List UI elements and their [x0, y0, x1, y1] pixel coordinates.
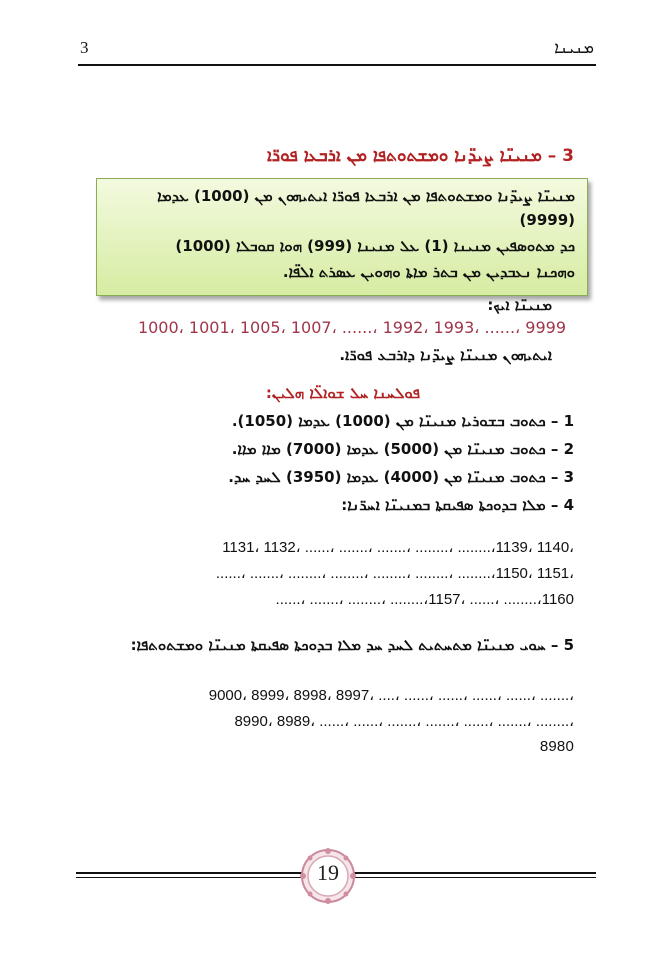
running-title: ܡܢܝܢܐ [554, 38, 594, 57]
page-number-footer: 19 [317, 860, 339, 885]
conclusion-line: ܐܝܬܝܗܘܢ ܡܢܝܢ̈ܐ ܨܝܕ̈ܢܐ ܕܐܪܒܥ ܦܘܪ̈ܐ. [339, 346, 552, 364]
definition-line: (9999) [519, 211, 575, 229]
sequence-line: 8990، 8989، ......، ......، .......، .......، ......، .......، ........، [234, 713, 574, 730]
definition-line: ܘܗܟܢܐ ܢܥܒܕܝܢ ܡܢ ܒܬܪ ܡܐܬܐ ܘܗܘܝܢ ܥܣܪܬ ܐܠܦ̈ܐ. [282, 263, 575, 281]
sequence-line: ......، .......، ........، ........، ........، ........، ........،1150، 1151، [215, 565, 574, 582]
sequence-line: 1131، 1132، ......، .......، .......، ........، ........،1139، 1140، [222, 539, 574, 556]
exercises-heading: ܦܘܠܚܢܐ ܚܠ ܫܘܐܠ̈ܐ ܗܠܝܢ: [265, 384, 420, 402]
page-number-top: 3 [80, 38, 89, 57]
definition-line: ܡܢܝܢ̈ܐ ܨܝܕ̈ܢܐ ܘܡܫܬܘܬܦܐ ܡܢ ܐܪܒܥܐ ܦܘܪ̈ܐ ܐܝܬܝܗܘܢ ܡܢ (1000) ܥܕܡܐ [157, 187, 575, 205]
exercise-item: 1 – ܟܬܘܒ ܒܫܘܪܝܐ ܡܢܝܢ̈ܐ ܡܢ (1000) ܥܕܡܐ (1050). [231, 412, 574, 430]
exercise-item: 4 – ܡܠܐ ܒܕܘܟܬܐ ܣܦܝܩܬܐ ܒܡܢܝܢ̈ܐ ܐܚܪ̈ܢܐ: [341, 496, 574, 514]
sequence-line: 8980 [539, 738, 574, 755]
definition-line: ܟܕ ܡܬܘܣܦܝܢ ܡܢܝܢܐ (1) ܥܠ ܡܢܝܢܐ (999) ܗܘܐ ܩܘܒܠܐ (1000) [175, 237, 575, 255]
sequence-line: ......، .......، ........، ........،1157، ......، ........،1160 [275, 591, 574, 608]
sequence-line: 9000، 8999، 8998، 8997، ....، ......، ......، ......، ......، .......، [208, 687, 574, 704]
exercise-item-5: 5 – ܚܘܝ ܡܢܝܢ̈ܐ ܡܬܚܬܝܬ ܠܚܕ ܚܕ ܡܠܐ ܒܕܘܟܬܐ ܣܦܝܩܬܐ ܡܢܝܢ̈ܐ ܘܡܫܬܘܬܦܐ: [130, 636, 574, 654]
exercise-item: 2 – ܟܬܘܒ ܡܢܝܢ̈ܐ ܡܢ (5000) ܥܕܡܐ (7000) ܡܐܐ ܡܐܐ. [231, 440, 574, 458]
exercise-item: 3 – ܟܬܘܒ ܡܢܝܢ̈ܐ ܡܢ (4000) ܥܕܡܐ (3950) ܠܚܕ ܚܕ. [228, 468, 574, 486]
definition-box [96, 178, 588, 296]
example-numbers: 1000، 1001، 1005، 1007، ......، 1992، 1993، ......، 9999 [137, 318, 566, 337]
example-label: ܡܢܝܢ̈ܐ ܐܝܟ: [487, 296, 552, 314]
header-rule [78, 64, 596, 66]
section-heading: 3 – ܡܢܝܢ̈ܐ ܨܝܕ̈ܢܐ ܘܡܫܬܘܬܦܐ ܡܢ ܐܪܒܥܐ ܦܘܪ̈ܐ [266, 146, 574, 166]
